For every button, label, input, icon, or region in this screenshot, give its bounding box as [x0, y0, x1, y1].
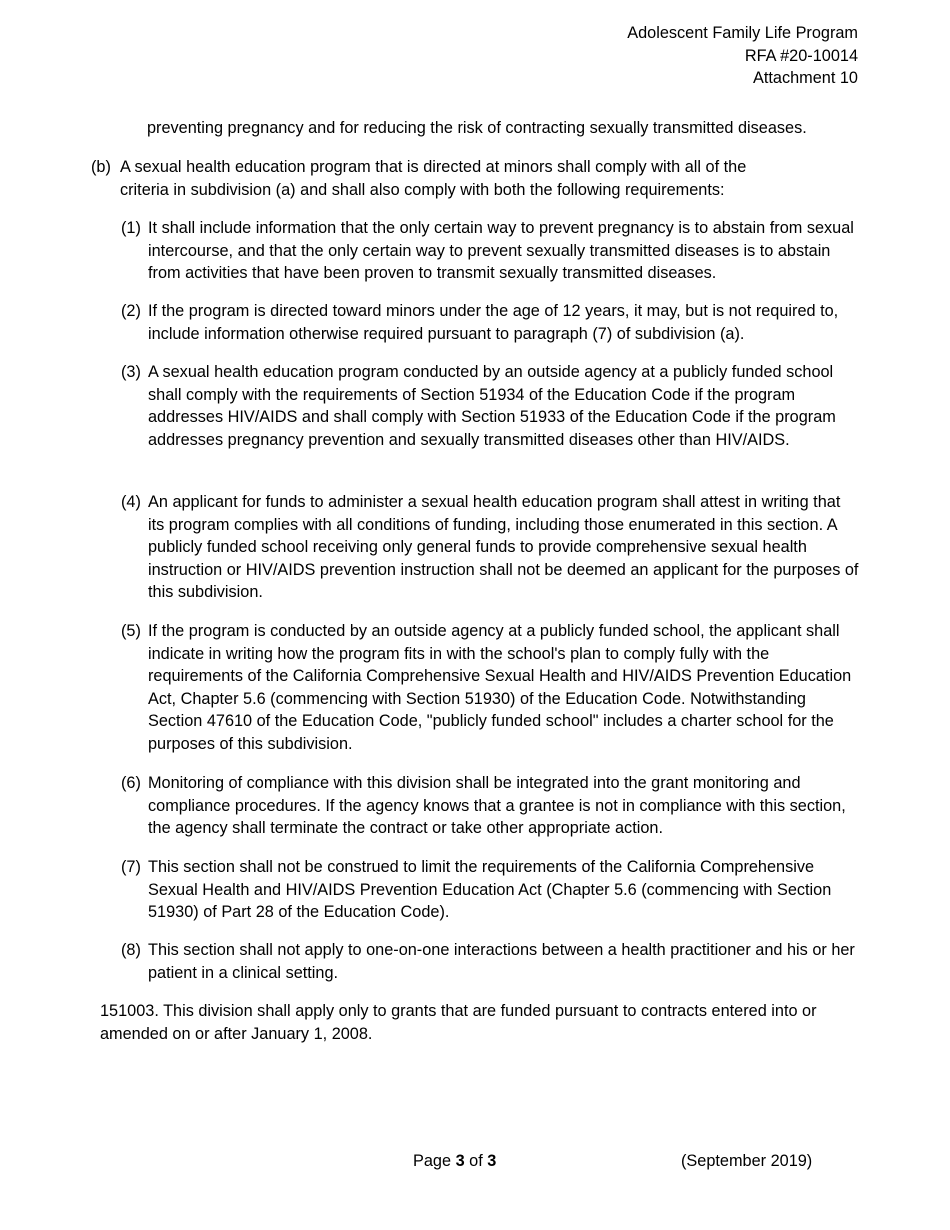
list-item	[121, 939, 861, 984]
page-prefix: Page	[413, 1152, 452, 1170]
list-item-label: (2)	[121, 302, 141, 320]
list-item	[121, 300, 861, 345]
program-name: Adolescent Family Life Program	[627, 24, 858, 42]
document-date: (September 2019)	[681, 1152, 813, 1170]
attachment-number: Attachment 10	[753, 69, 858, 88]
list-item-text: It shall include information that the only certain way to prevent pregnancy is to abstain from sexual intercourse, and that the only certain way to prevent sexually transmitted diseases is to abstain from activities that have been proven to transmit sexually transmitted diseases.	[148, 219, 854, 283]
list-item	[121, 856, 861, 924]
final-paragraph: 151003. This division shall apply only to grants that are funded pursuant to contracts entered into or amended on or after January 1, 2008.	[100, 1002, 817, 1043]
list-item-label: (1)	[121, 219, 141, 237]
list-item-label: (7)	[121, 858, 141, 876]
list-item-text: If the program is conducted by an outside agency at a publicly funded school, the applicant shall indicate in writing how the program fits in with the school's plan to comply fully with the requirements of the California Comprehensive Sexual Health and HIV/AIDS Prevention Education Act, Chapter 5.6 (commencing with Section 51930) of the Education Code. Notwithstanding Section 47610 of the Education Code, "publicly funded school" includes a charter school for the purposes of this subdivision.	[148, 622, 852, 753]
list-item	[121, 361, 861, 451]
page-of: of	[469, 1152, 483, 1170]
list-item-label: (4)	[121, 493, 141, 511]
list-item-label: (8)	[121, 941, 141, 959]
section-b-text: A sexual health education program that is directed at minors shall comply with all of the criteria in subdivision (a) and shall also comply with both the following requirements:	[120, 158, 747, 199]
list-item-text: An applicant for funds to administer a sexual health education program shall attest in writing that its program complies with all conditions of funding, including those enumerated in this section. A publicly funded school receiving only general funds to provide comprehensive sexual health instruction or HIV/AIDS prevention instruction shall not be deemed an applicant for the purposes of this subdivision.	[148, 493, 859, 602]
list-item-label: (5)	[121, 622, 141, 640]
list-item	[121, 772, 861, 840]
document-header	[627, 22, 858, 90]
page-current: 3	[455, 1152, 465, 1170]
list-item-text: If the program is directed toward minors under the age of 12 years, it may, but is not required to, include information otherwise required pursuant to paragraph (7) of subdivision (a).	[148, 302, 839, 343]
page-total: 3	[487, 1152, 497, 1170]
list-item-label: (6)	[121, 774, 141, 792]
list-item-text: Monitoring of compliance with this division shall be integrated into the grant monitoring and compliance procedures. If the agency knows that a grantee is not in compliance with this section, the agency shall terminate the contract or take other appropriate action.	[148, 774, 846, 838]
section-b	[91, 156, 791, 201]
list-item-text: This section shall not be construed to limit the requirements of the California Comprehensive Sexual Health and HIV/AIDS Prevention Education Act (Chapter 5.6 (commencing with Section 51930) of Part 28 of the Education Code).	[148, 858, 832, 922]
list-item	[121, 620, 861, 756]
page-number	[413, 1150, 496, 1173]
rfa-number: RFA #20-10014	[744, 46, 858, 65]
list-item-text: This section shall not apply to one-on-one interactions between a health practitioner and his or her patient in a clinical setting.	[148, 941, 855, 982]
list-item	[121, 217, 861, 285]
list-item	[121, 491, 861, 604]
continuation-text: preventing pregnancy and for reducing the risk of contracting sexually transmitted diseases.	[147, 119, 807, 137]
list-item-label: (3)	[121, 363, 141, 381]
list-item-text: A sexual health education program conducted by an outside agency at a publicly funded school shall comply with the requirements of Section 51934 of the Education Code if the program addresses HIV/AIDS and shall comply with Section 51933 of the Education Code if the program addresses pregnancy prevention and sexually transmitted diseases other than HIV/AIDS.	[148, 363, 836, 449]
section-b-label: (b)	[91, 158, 111, 176]
